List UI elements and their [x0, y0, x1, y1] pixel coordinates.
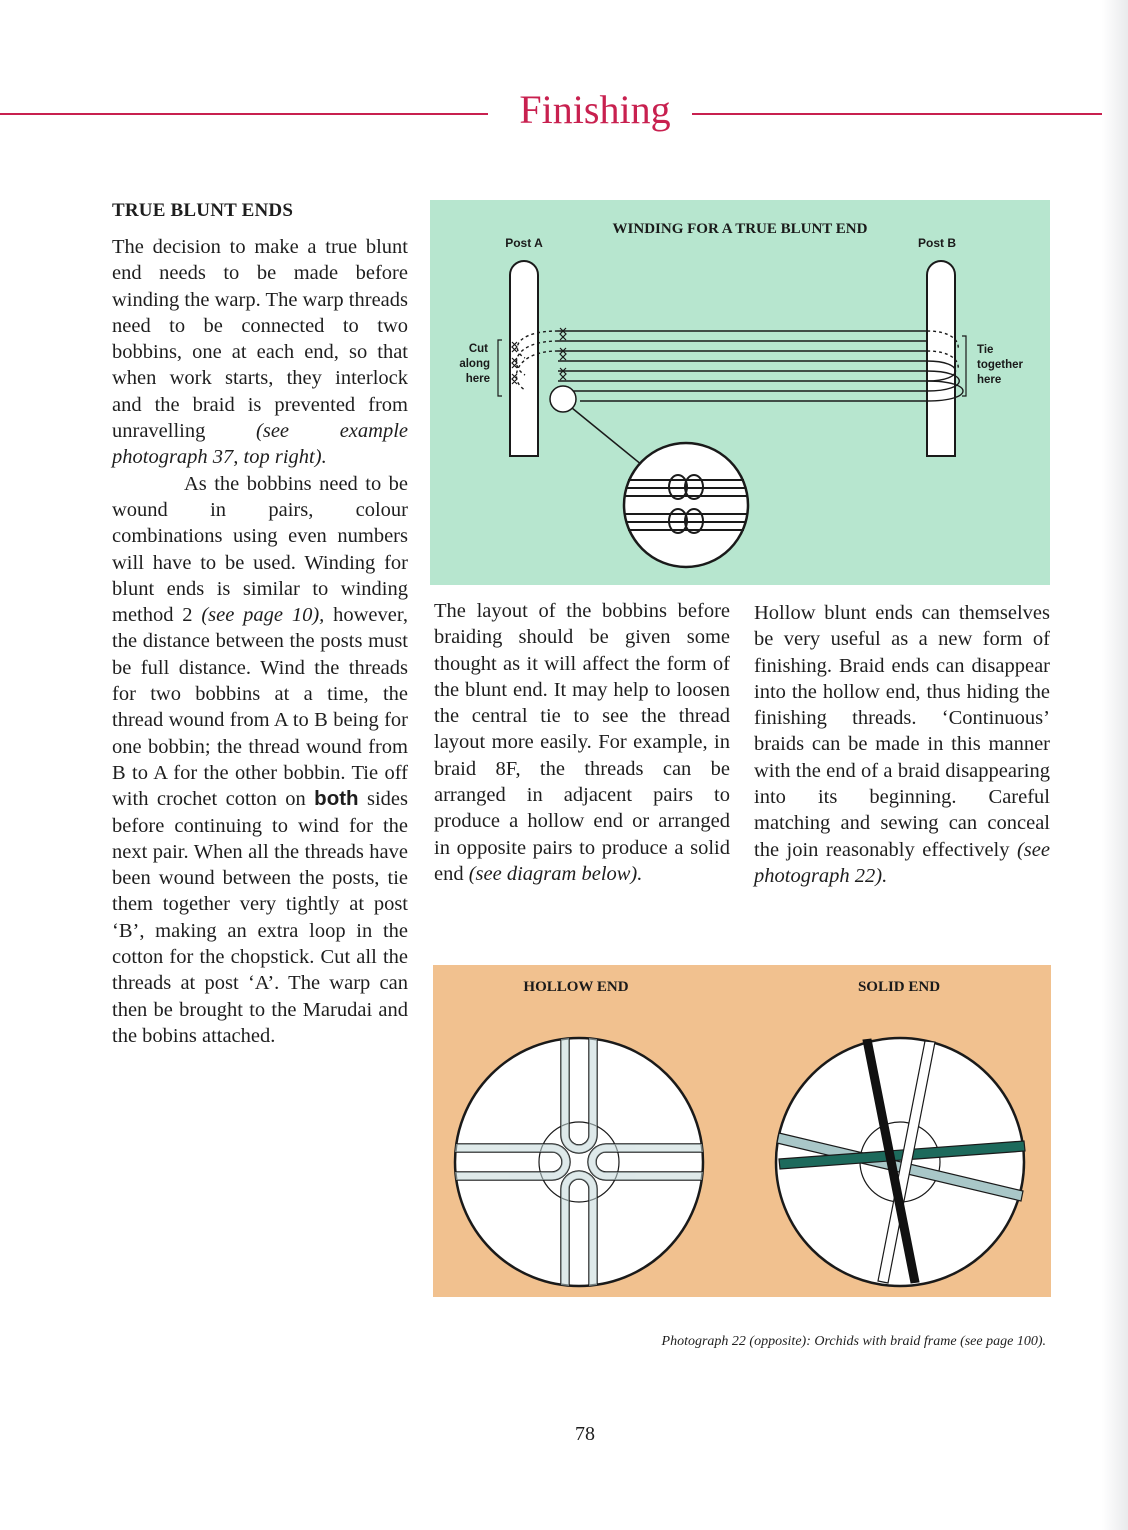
bobbin-layout-text: The layout of the bobbins before braiding should be given some thought as it will affect the form of the blunt end. It may help to loosen the central tie to see the thread layout more easily. For example, in braid 8F, the threads can be arranged in adjacent pairs to produce a hollow end or arranged in opposite pairs to produce a solid end — [434, 600, 730, 885]
detail-pointer — [572, 408, 642, 465]
hollow-end-label: HOLLOW END — [523, 979, 629, 995]
right-column — [754, 600, 1050, 889]
cut-label-2: along — [459, 358, 490, 370]
hollow-ends-text: Hollow blunt ends can themselves be very useful as a new form of finishing. Braid ends can disappear into the hollow end, thus hiding the finishing threads. ‘Continuous’ braids can be made in this manner with the end of a braid disappearing into its beginning. Careful matching and sewing can conceal the join reasonably effectively — [754, 602, 1050, 861]
detail-magnifier — [624, 443, 748, 567]
warp-threads — [558, 331, 927, 401]
cut-label-1: Cut — [468, 343, 488, 355]
winding-diagram — [430, 200, 1050, 585]
tie-bracket — [962, 336, 966, 396]
left-column — [112, 200, 408, 1049]
post-a — [510, 261, 538, 456]
paragraph-2-text-c: sides before continuing to wind for the next pair. When all the threads have been wound between the posts, tie them together very tightly at post ‘B’, making an extra loop in the cotton for the chopstick. Cut all the threads at post ‘A’. The warp can then be brought to the Marudai and the bobins attached. — [112, 788, 408, 1047]
paragraph-2-text-a: As the bobbins need to be wound in pairs, colour combinations using even numbers will have to be used. Winding for blunt ends is similar to winding method 2 — [112, 472, 408, 627]
solid-end-label: SOLID END — [857, 979, 941, 995]
hollow-ends-paragraph — [754, 600, 1050, 889]
photograph-reference: (see photograph 22). — [754, 838, 1050, 887]
ends-diagram-svg — [433, 965, 1051, 1297]
solid-end-diagram — [776, 1038, 1025, 1286]
post-a-label: Post A — [505, 236, 543, 250]
cut-label-3: here — [465, 373, 490, 385]
page-number: 78 — [575, 1423, 595, 1445]
chapter-title: Finishing — [519, 87, 671, 132]
photo-reference: (see example photograph 37, top right). — [112, 420, 408, 469]
winding-diagram-title: WINDING FOR A TRUE BLUNT END — [612, 221, 868, 237]
post-b-label: Post B — [917, 236, 957, 250]
emphasis-both: both — [314, 787, 359, 811]
middle-column — [434, 598, 730, 887]
section-heading: TRUE BLUNT ENDS — [112, 200, 294, 221]
paragraph-1-text: The decision to make a true blunt end needs to be made before winding the warp. The warp threads need to be connected to two bobbins, one at each end, so that when work starts, they interlock and the braid is prevented from unravelling — [112, 236, 408, 443]
tie-label-2: together — [977, 359, 1023, 371]
paragraph-2 — [112, 471, 408, 1050]
header-rule-right — [692, 113, 1128, 115]
winding-diagram-svg — [430, 200, 1050, 585]
hollow-end-diagram — [455, 1038, 703, 1286]
page-edge-shadow — [1102, 0, 1128, 1530]
paragraph-2-text-b: however, the distance between the posts must be full distance. Wind the threads for two bobbins at a time, the thread wound from A to B being for one bobbin; the thread wound from B to A for the other bobbin. Tie off with crochet cotton on — [112, 604, 408, 811]
tie-label-3: here — [977, 374, 1002, 386]
diagram-reference: (see diagram below). — [468, 862, 643, 885]
bobbin-layout-paragraph — [434, 598, 730, 887]
post-b — [927, 261, 955, 456]
page-reference: (see page 10), — [201, 604, 325, 627]
cut-bracket — [498, 340, 502, 396]
header-rule-left — [0, 113, 488, 115]
paragraph-1 — [112, 234, 408, 471]
photo-caption: Photograph 22 (opposite): Orchids with braid frame (see page 100). — [661, 1334, 1046, 1349]
ends-diagram — [433, 965, 1051, 1297]
tie-label-1: Tie — [977, 344, 994, 356]
